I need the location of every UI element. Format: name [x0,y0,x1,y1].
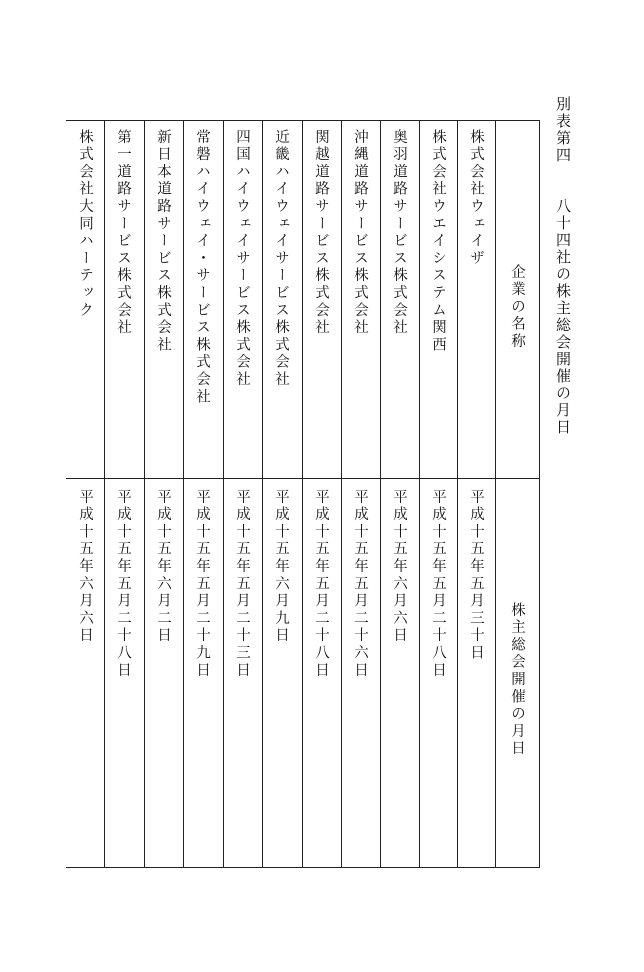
row-divider [262,120,263,868]
table-bottom-rule [66,867,540,868]
row-3-date: 平成十五年六月六日 [391,489,407,645]
heading-text: 八十四社の株主総会開催の月日 [554,198,572,436]
row-divider [341,120,342,868]
row-6-company: 近畿ハイウェイサービス株式会社 [273,129,289,389]
row-divider [457,120,458,868]
row-8-company: 常磐ハイウェイ・サービス株式会社 [194,129,210,406]
row-divider [144,120,145,868]
heading-gap [554,164,572,198]
page-heading [554,96,572,436]
row-8-date: 平成十五年五月二十九日 [194,489,210,680]
row-divider [302,120,303,868]
row-divider [380,120,381,868]
table-right-rule [539,120,540,868]
row-7-company: 四国ハイウェイサービス株式会社 [234,129,250,389]
row-5-company: 関越道路サービス株式会社 [313,129,329,337]
heading-label: 別表第四 [554,96,572,164]
row-2-company: 株式会社ウエイシステム関西 [430,129,446,354]
row-10-date: 平成十五年五月二十八日 [115,489,131,680]
row-10-company: 第一道路サービス株式会社 [115,129,131,337]
header-company: 企業の名称 [509,264,525,351]
row-1-company: 株式会社ウェイザ [468,129,484,268]
row-divider [104,120,105,868]
row-4-company: 沖縄道路サービス株式会社 [352,129,368,337]
row-divider [223,120,224,868]
row-divider [419,120,420,868]
header-divider [495,120,496,868]
row-2-date: 平成十五年五月二十八日 [430,489,446,680]
table-top-rule [66,120,540,121]
row-3-company: 奥羽道路サービス株式会社 [391,129,407,337]
row-11-company: 株式会社大同ハーテック [77,129,93,320]
row-6-date: 平成十五年六月九日 [273,489,289,645]
row-1-date: 平成十五年五月三十日 [468,489,484,662]
row-9-company: 新日本道路サービス株式会社 [155,129,171,354]
row-4-date: 平成十五年五月二十六日 [352,489,368,680]
row-5-date: 平成十五年五月二十八日 [313,489,329,680]
header-date: 株主総会開催の月日 [509,602,525,758]
row-divider [183,120,184,868]
row-9-date: 平成十五年六月二日 [155,489,171,645]
row-11-date: 平成十五年六月六日 [77,489,93,645]
row-7-date: 平成十五年五月二十三日 [234,489,250,680]
table-middle-rule [66,478,540,479]
